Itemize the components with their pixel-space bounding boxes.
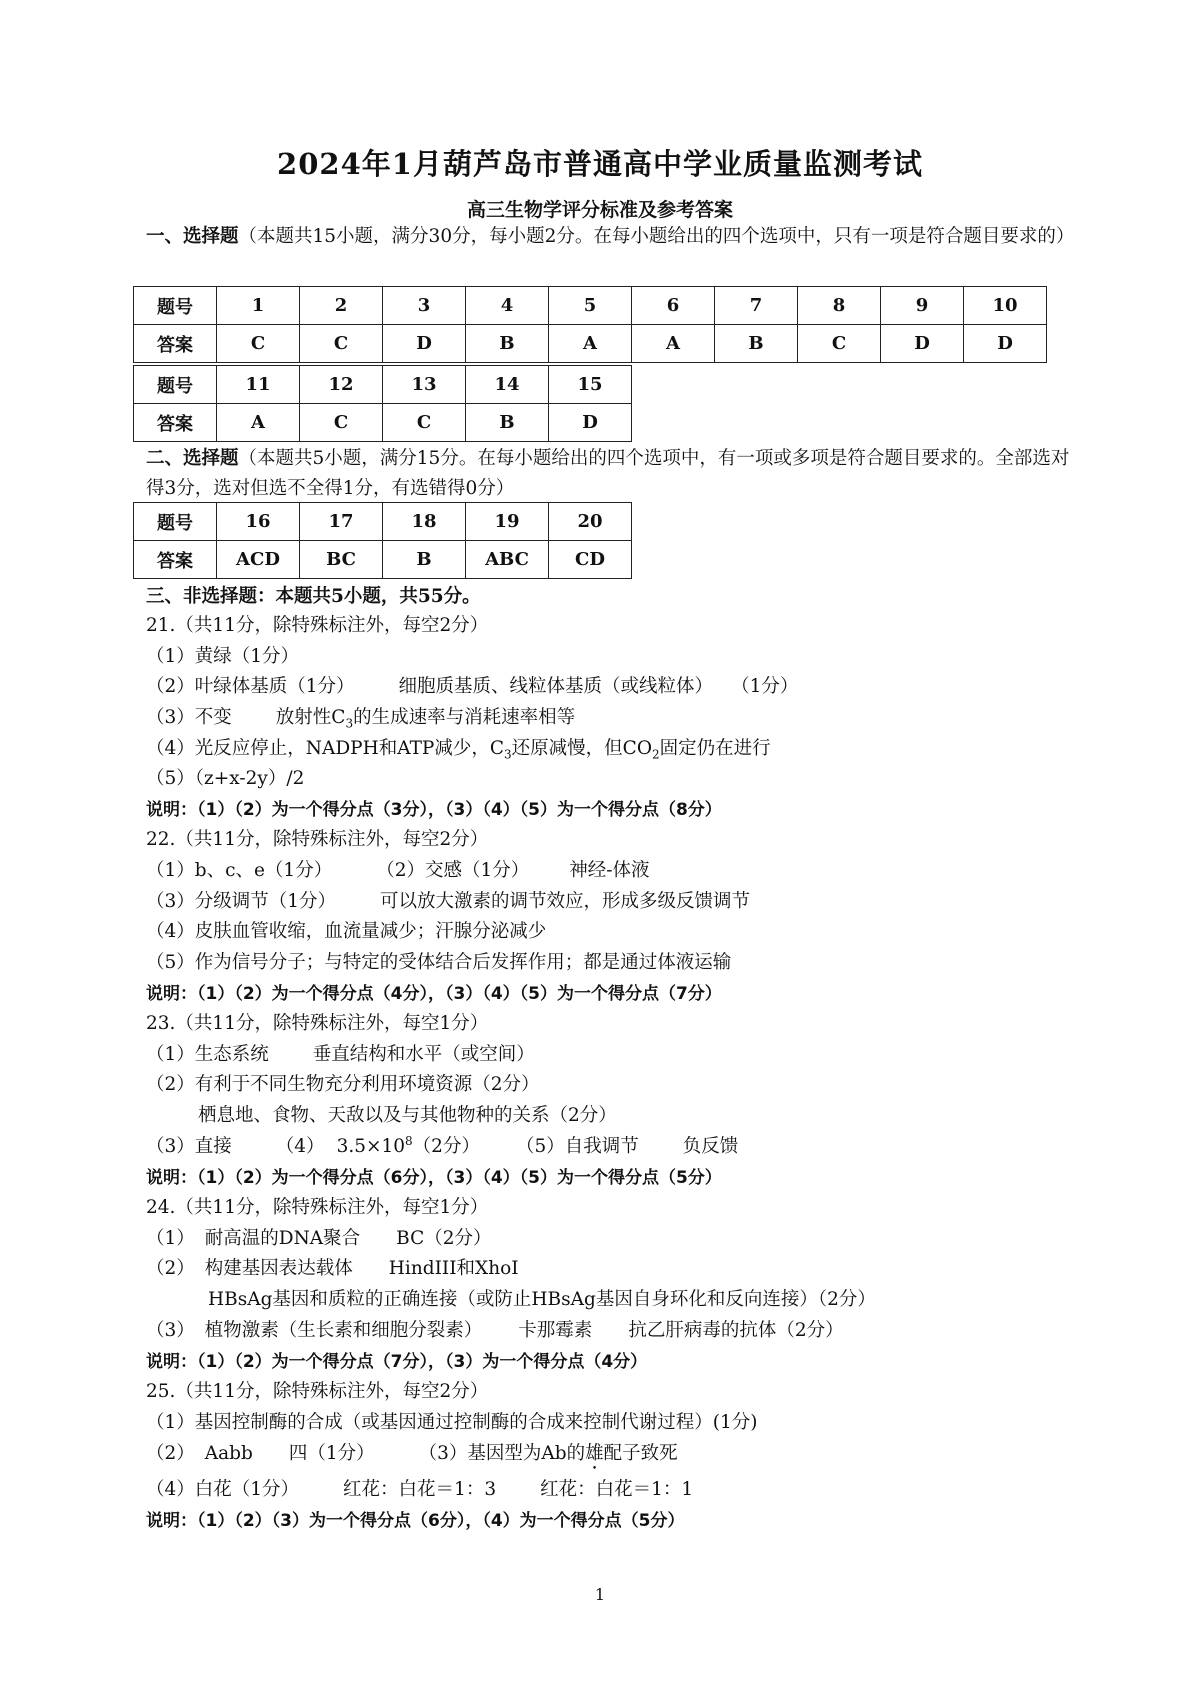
q23-line-1 (146, 1040, 535, 1066)
q22-note: 说明：（1）（2）为一个得分点（4分），（3）（4）（5）为一个得分点（7分） (146, 984, 722, 1004)
q23-answer-4-label: （4） (275, 1136, 325, 1157)
table-cell: 10 (964, 287, 1047, 325)
q25-line-1: （1）基因控制酶的合成（或基因通过控制酶的合成来控制代谢过程）(1分) (146, 1412, 758, 1433)
q21-answer-2a: （2）叶绿体基质（1分） (146, 676, 355, 697)
table-cell: B (383, 541, 466, 579)
q25-answer-2a: Aabb (204, 1443, 253, 1464)
table-cell: C (798, 325, 881, 363)
q21-answer-2c: （1分） (731, 676, 799, 697)
table-cell: 14 (466, 366, 549, 404)
q22-answer-2b: 神经-体液 (569, 860, 650, 881)
q25-line-3 (146, 1475, 693, 1501)
q21-line-4 (146, 734, 771, 762)
q23-header: 23.（共11分，除特殊标注外，每空1分） (146, 1013, 489, 1034)
q23-line-3: 栖息地、食物、天敌以及与其他物种的关系（2分） (198, 1105, 617, 1126)
q25-emphasis-mark: 雄 (585, 1443, 604, 1464)
subscript: 2 (652, 747, 660, 762)
table-cell: 12 (300, 366, 383, 404)
subscript: 3 (345, 716, 354, 731)
q24-label-3: （3） (146, 1320, 195, 1341)
table-cell: A (549, 325, 632, 363)
superscript: 8 (405, 1133, 413, 1148)
q25-answer-4c: 红花：白花＝1：1 (540, 1479, 694, 1500)
q24-answer-1a: 耐高温的DNA聚合 (204, 1228, 361, 1249)
q21-note: 说明：（1）（2）为一个得分点（3分），（3）（4）（5）为一个得分点（8分） (146, 800, 722, 820)
table-cell: 15 (549, 366, 632, 404)
table-cell: ABC (466, 541, 549, 579)
table-row (134, 541, 632, 579)
table-cell: C (300, 325, 383, 363)
subscript: 3 (504, 747, 512, 762)
q25-line-2 (146, 1439, 678, 1474)
q21-line-5: （5）（z+x-2y）/2 (146, 768, 305, 789)
q21-line-1: （1）黄绿（1分） (146, 646, 300, 667)
q21-answer-4-cont: 还原减慢，但CO (511, 738, 652, 759)
table-cell: A (217, 404, 300, 442)
row-label-answer: 答案 (134, 325, 217, 363)
q24-header: 24.（共11分，除特殊标注外，每空1分） (146, 1197, 489, 1218)
section1-description: （本题共15小题，满分30分，每小题2分。在每小题给出的四个选项中，只有一项是符合题目要求的） (238, 226, 1075, 247)
table-row (134, 366, 632, 404)
section3-heading: 三、非选择题：本题共5小题，共55分。 (146, 586, 481, 607)
q24-answer-2a: 构建基因表达载体 (204, 1258, 353, 1279)
table-cell: A (632, 325, 715, 363)
q21-header: 21.（共11分，除特殊标注外，每空2分） (146, 615, 489, 636)
table-cell: 8 (798, 287, 881, 325)
q21-answer-4-end: 固定仍在进行 (659, 738, 771, 759)
table-cell: 17 (300, 503, 383, 541)
q25-answer-3: （3）基因型为Ab的 (418, 1443, 586, 1464)
row-label-question: 题号 (134, 366, 217, 404)
table-cell: 18 (383, 503, 466, 541)
table-cell: 11 (217, 366, 300, 404)
table-cell: ACD (217, 541, 300, 579)
q24-line-3: HBsAg基因和质粒的正确连接（或防止HBsAg基因自身环化和反向连接）（2分） (208, 1289, 876, 1310)
table-cell: 19 (466, 503, 549, 541)
q25-note: 说明：（1）（2）（3）为一个得分点（6分），（4）为一个得分点（5分） (146, 1511, 685, 1531)
q21-answer-3b-cont: 的生成速率与消耗速率相等 (353, 707, 576, 728)
answer-table-3 (133, 502, 632, 579)
table-cell: D (964, 325, 1047, 363)
table-cell: 2 (300, 287, 383, 325)
section1-intro (146, 222, 1076, 252)
table-cell: B (466, 404, 549, 442)
table-cell: 5 (549, 287, 632, 325)
q23-answer-4: 3.5×10 (336, 1136, 406, 1157)
table-cell: 7 (715, 287, 798, 325)
page-number: 1 (594, 1585, 606, 1604)
table-cell: C (300, 404, 383, 442)
table-cell: 13 (383, 366, 466, 404)
answer-table-1 (133, 286, 1047, 363)
q22-answer-3a: （3）分级调节（1分） (146, 891, 337, 912)
q22-line-4: （5）作为信号分子；与特定的受体结合后发挥作用；都是通过体液运输 (146, 952, 732, 973)
q23-answer-5a: （5）自我调节 (515, 1136, 639, 1157)
q25-answer-4b: 红花：白花＝1：3 (343, 1479, 497, 1500)
table-cell: D (881, 325, 964, 363)
q23-note: 说明：（1）（2）为一个得分点（6分），（3）（4）（5）为一个得分点（5分） (146, 1168, 722, 1188)
q23-line-2: （2）有利于不同生物充分利用环境资源（2分） (146, 1074, 540, 1095)
section2-heading: 二、选择题 (146, 448, 239, 469)
q21-answer-4: （4）光反应停止，NADPH和ATP减少，C (146, 738, 505, 759)
row-label-answer: 答案 (134, 404, 217, 442)
q21-line-3 (146, 703, 575, 731)
q22-line-2 (146, 887, 750, 913)
q24-answer-1b: BC（2分） (396, 1228, 492, 1249)
table-cell: 6 (632, 287, 715, 325)
table-cell: 3 (383, 287, 466, 325)
q21-answer-2b: 细胞质基质、线粒体基质（或线粒体） (398, 676, 714, 697)
table-cell: 16 (217, 503, 300, 541)
q24-line-2 (146, 1254, 519, 1280)
table-row (134, 325, 1047, 363)
q24-label-2: （2） (146, 1258, 195, 1279)
table-row (134, 404, 632, 442)
table-cell: BC (300, 541, 383, 579)
q22-line-3: （4）皮肤血管收缩，血流量减少；汗腺分泌减少 (146, 921, 547, 942)
section1-heading: 一、选择题 (146, 226, 239, 247)
q23-line-4 (146, 1132, 738, 1158)
q21-answer-3a: （3）不变 (146, 707, 232, 728)
q22-answer-3b: 可以放大激素的调节效应，形成多级反馈调节 (380, 891, 751, 912)
q23-answer-5b: 负反馈 (682, 1136, 739, 1157)
page-title: 2024年1月葫芦岛市普通高中学业质量监测考试 (277, 147, 923, 181)
row-label-answer: 答案 (134, 541, 217, 579)
table-cell: D (383, 325, 466, 363)
table-cell: CD (549, 541, 632, 579)
q22-header: 22.（共11分，除特殊标注外，每空2分） (146, 829, 489, 850)
q21-line-2 (146, 672, 798, 698)
q22-answer-2: （2）交感（1分） (376, 860, 530, 881)
q22-line-1 (146, 856, 650, 882)
q23-answer-4-points: （2分） (412, 1136, 480, 1157)
page-subtitle: 高三生物学评分标准及参考答案 (466, 199, 733, 221)
table-cell: B (715, 325, 798, 363)
section2-description: （本题共5小题，满分15分。在每小题给出的四个选项中，有一项或多项是符合题目要求的。全部选对得3分，选对但选不全得1分，有选错得0分） (146, 448, 1070, 499)
q24-line-4 (146, 1316, 844, 1342)
q24-label-1: （1） (146, 1228, 195, 1249)
q24-note: 说明：（1）（2）为一个得分点（7分），（3）为一个得分点（4分） (146, 1352, 648, 1372)
q24-answer-3a: 植物激素（生长素和细胞分裂素） (204, 1320, 483, 1341)
q24-answer-3b: 卡那霉素 (518, 1320, 593, 1341)
table-cell: 20 (549, 503, 632, 541)
table-cell: 9 (881, 287, 964, 325)
q25-answer-3-end: 配子致死 (603, 1443, 678, 1464)
table-cell: C (217, 325, 300, 363)
table-cell: D (549, 404, 632, 442)
q25-header: 25.（共11分，除特殊标注外，每空2分） (146, 1381, 489, 1402)
table-row (134, 287, 1047, 325)
q21-answer-3b: 放射性C (275, 707, 346, 728)
q23-answer-3: （3）直接 (146, 1136, 232, 1157)
table-cell: 4 (466, 287, 549, 325)
q25-answer-2b: 四（1分） (288, 1443, 375, 1464)
q22-answer-1: （1）b、c、e（1分） (146, 860, 333, 881)
table-cell: 1 (217, 287, 300, 325)
section2-intro (146, 444, 1076, 504)
row-label-question: 题号 (134, 287, 217, 325)
q25-label-2: （2） (146, 1443, 195, 1464)
q24-line-1 (146, 1224, 492, 1250)
row-label-question: 题号 (134, 503, 217, 541)
table-row (134, 503, 632, 541)
q24-answer-3c: 抗乙肝病毒的抗体（2分） (628, 1320, 844, 1341)
q23-answer-1b: 垂直结构和水平（或空间） (312, 1044, 535, 1065)
table-cell: B (466, 325, 549, 363)
answer-table-2 (133, 365, 632, 442)
q24-answer-2b: HindIII和XhoI (388, 1258, 519, 1279)
q23-answer-1a: （1）生态系统 (146, 1044, 269, 1065)
table-cell: C (383, 404, 466, 442)
q25-answer-4a: （4）白花（1分） (146, 1479, 300, 1500)
